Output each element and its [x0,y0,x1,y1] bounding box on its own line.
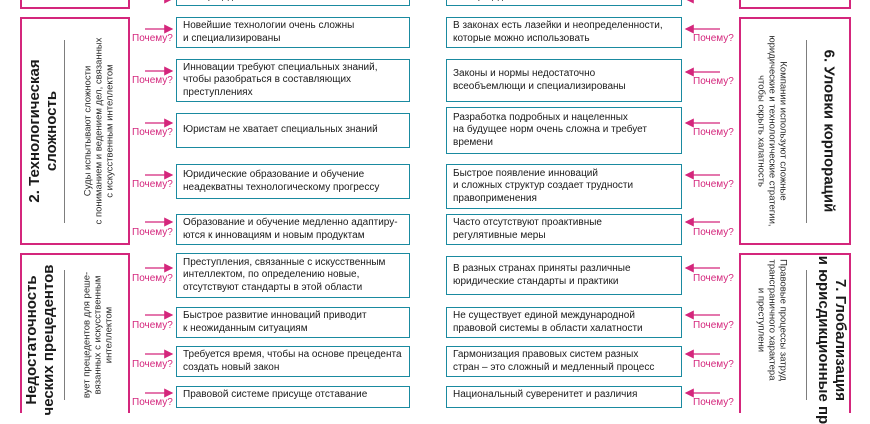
right-box-6: В разных странах приняты различные юридические стандарты и практики [446,256,682,295]
frame-top-right-cutoff [739,0,851,9]
left-box-1: Новейшие технологии очень сложны и специализированы [176,17,410,48]
right-box-7: Не существует единой международной правовой системы в области халатности [446,307,682,338]
divider-global [806,270,807,400]
section-desc-corporate: Компании используют сложные юридические и технологические стратегии, чтобы скрыть халатность [755,35,789,227]
why-label-left-3: Почему? [132,127,173,138]
left-box-2: Инновации требуют специальных знаний, чтобы разобраться в составляющих преступлениях [176,59,410,102]
section-title-tech: 2. Технологическая сложность [26,59,60,203]
right-box-9: Национальный суверенитет и различия [446,386,682,408]
right-box-4: Быстрое появление инноваций и сложных структур создает трудности правоприменения [446,164,682,209]
top-right-cutoff-box [446,0,682,6]
section-desc-precedents: вует прецедентов для реше- вязанных с искусственным интеллектом [81,271,115,399]
why-label-right-7: Почему? [693,320,734,331]
why-label-left-5: Почему? [132,227,173,238]
top-left-cutoff-box [176,0,410,6]
section-title-precedents: Недостаточность ческих прецедентов [23,264,57,416]
why-label-right-3: Почему? [693,127,734,138]
section-desc-globalization: Правовые процессы затруд трансграничного характера и преступлени [755,259,789,381]
why-label-right-2: Почему? [693,76,734,87]
why-label-right-8: Почему? [693,359,734,370]
why-label-left-1: Почему? [132,33,173,44]
why-label-right-6: Почему? [693,273,734,284]
divider-precedents [64,270,65,400]
section-title-corporate: 6. Уловки корпораций [820,49,838,213]
why-label-left-6: Почему? [132,273,173,284]
left-box-9: Правовой системе присуще отставание [176,386,410,408]
right-box-5: Часто отсутствуют проактивные регулятивные меры [446,214,682,245]
why-label-right-9: Почему? [693,397,734,408]
right-box-2: Законы и нормы недостаточно всеобъемлющи и специализированы [446,59,682,102]
why-label-left-4: Почему? [132,179,173,190]
why-label-right-1: Почему? [693,33,734,44]
section-title-globalization: 7. Глобализация и юрисдикционные пр [815,255,849,424]
left-box-3: Юристам не хватает специальных знаний [176,113,410,148]
why-label-right-4: Почему? [693,179,734,190]
why-label-left-9: Почему? [132,397,173,408]
divider-corporate [806,40,807,223]
left-box-8: Требуется время, чтобы на основе прецедента создать новый закон [176,346,410,377]
left-box-7: Быстрое развитие инноваций приводит к неожиданным ситуациям [176,307,410,338]
why-label-right-5: Почему? [693,227,734,238]
left-box-6: Преступления, связанные с искусственным интеллектом, по определению новые, отсутствуют стандарты в этой области [176,253,410,298]
left-box-4: Юридические образование и обучение неадекватны технологическому прогрессу [176,164,410,199]
frame-top-left-cutoff [20,0,130,9]
right-box-8: Гармонизация правовых систем разных стран – это сложный и медленный процесс [446,346,682,377]
left-box-5: Образование и обучение медленно адаптиру- ются к инновациям и новым продуктам [176,214,410,245]
section-desc-tech: Суды испытывают сложности с пониманием и ведением дел, связанных с искусственным интеллектом [82,37,116,225]
divider-tech [64,40,65,223]
why-label-left-7: Почему? [132,320,173,331]
right-box-3: Разработка подробных и нацеленных на будущее норм очень сложна и требует времени [446,107,682,154]
why-label-left-8: Почему? [132,359,173,370]
right-box-1: В законах есть лазейки и неопределенности, которые можно использовать [446,17,682,48]
why-label-left-2: Почему? [132,75,173,86]
